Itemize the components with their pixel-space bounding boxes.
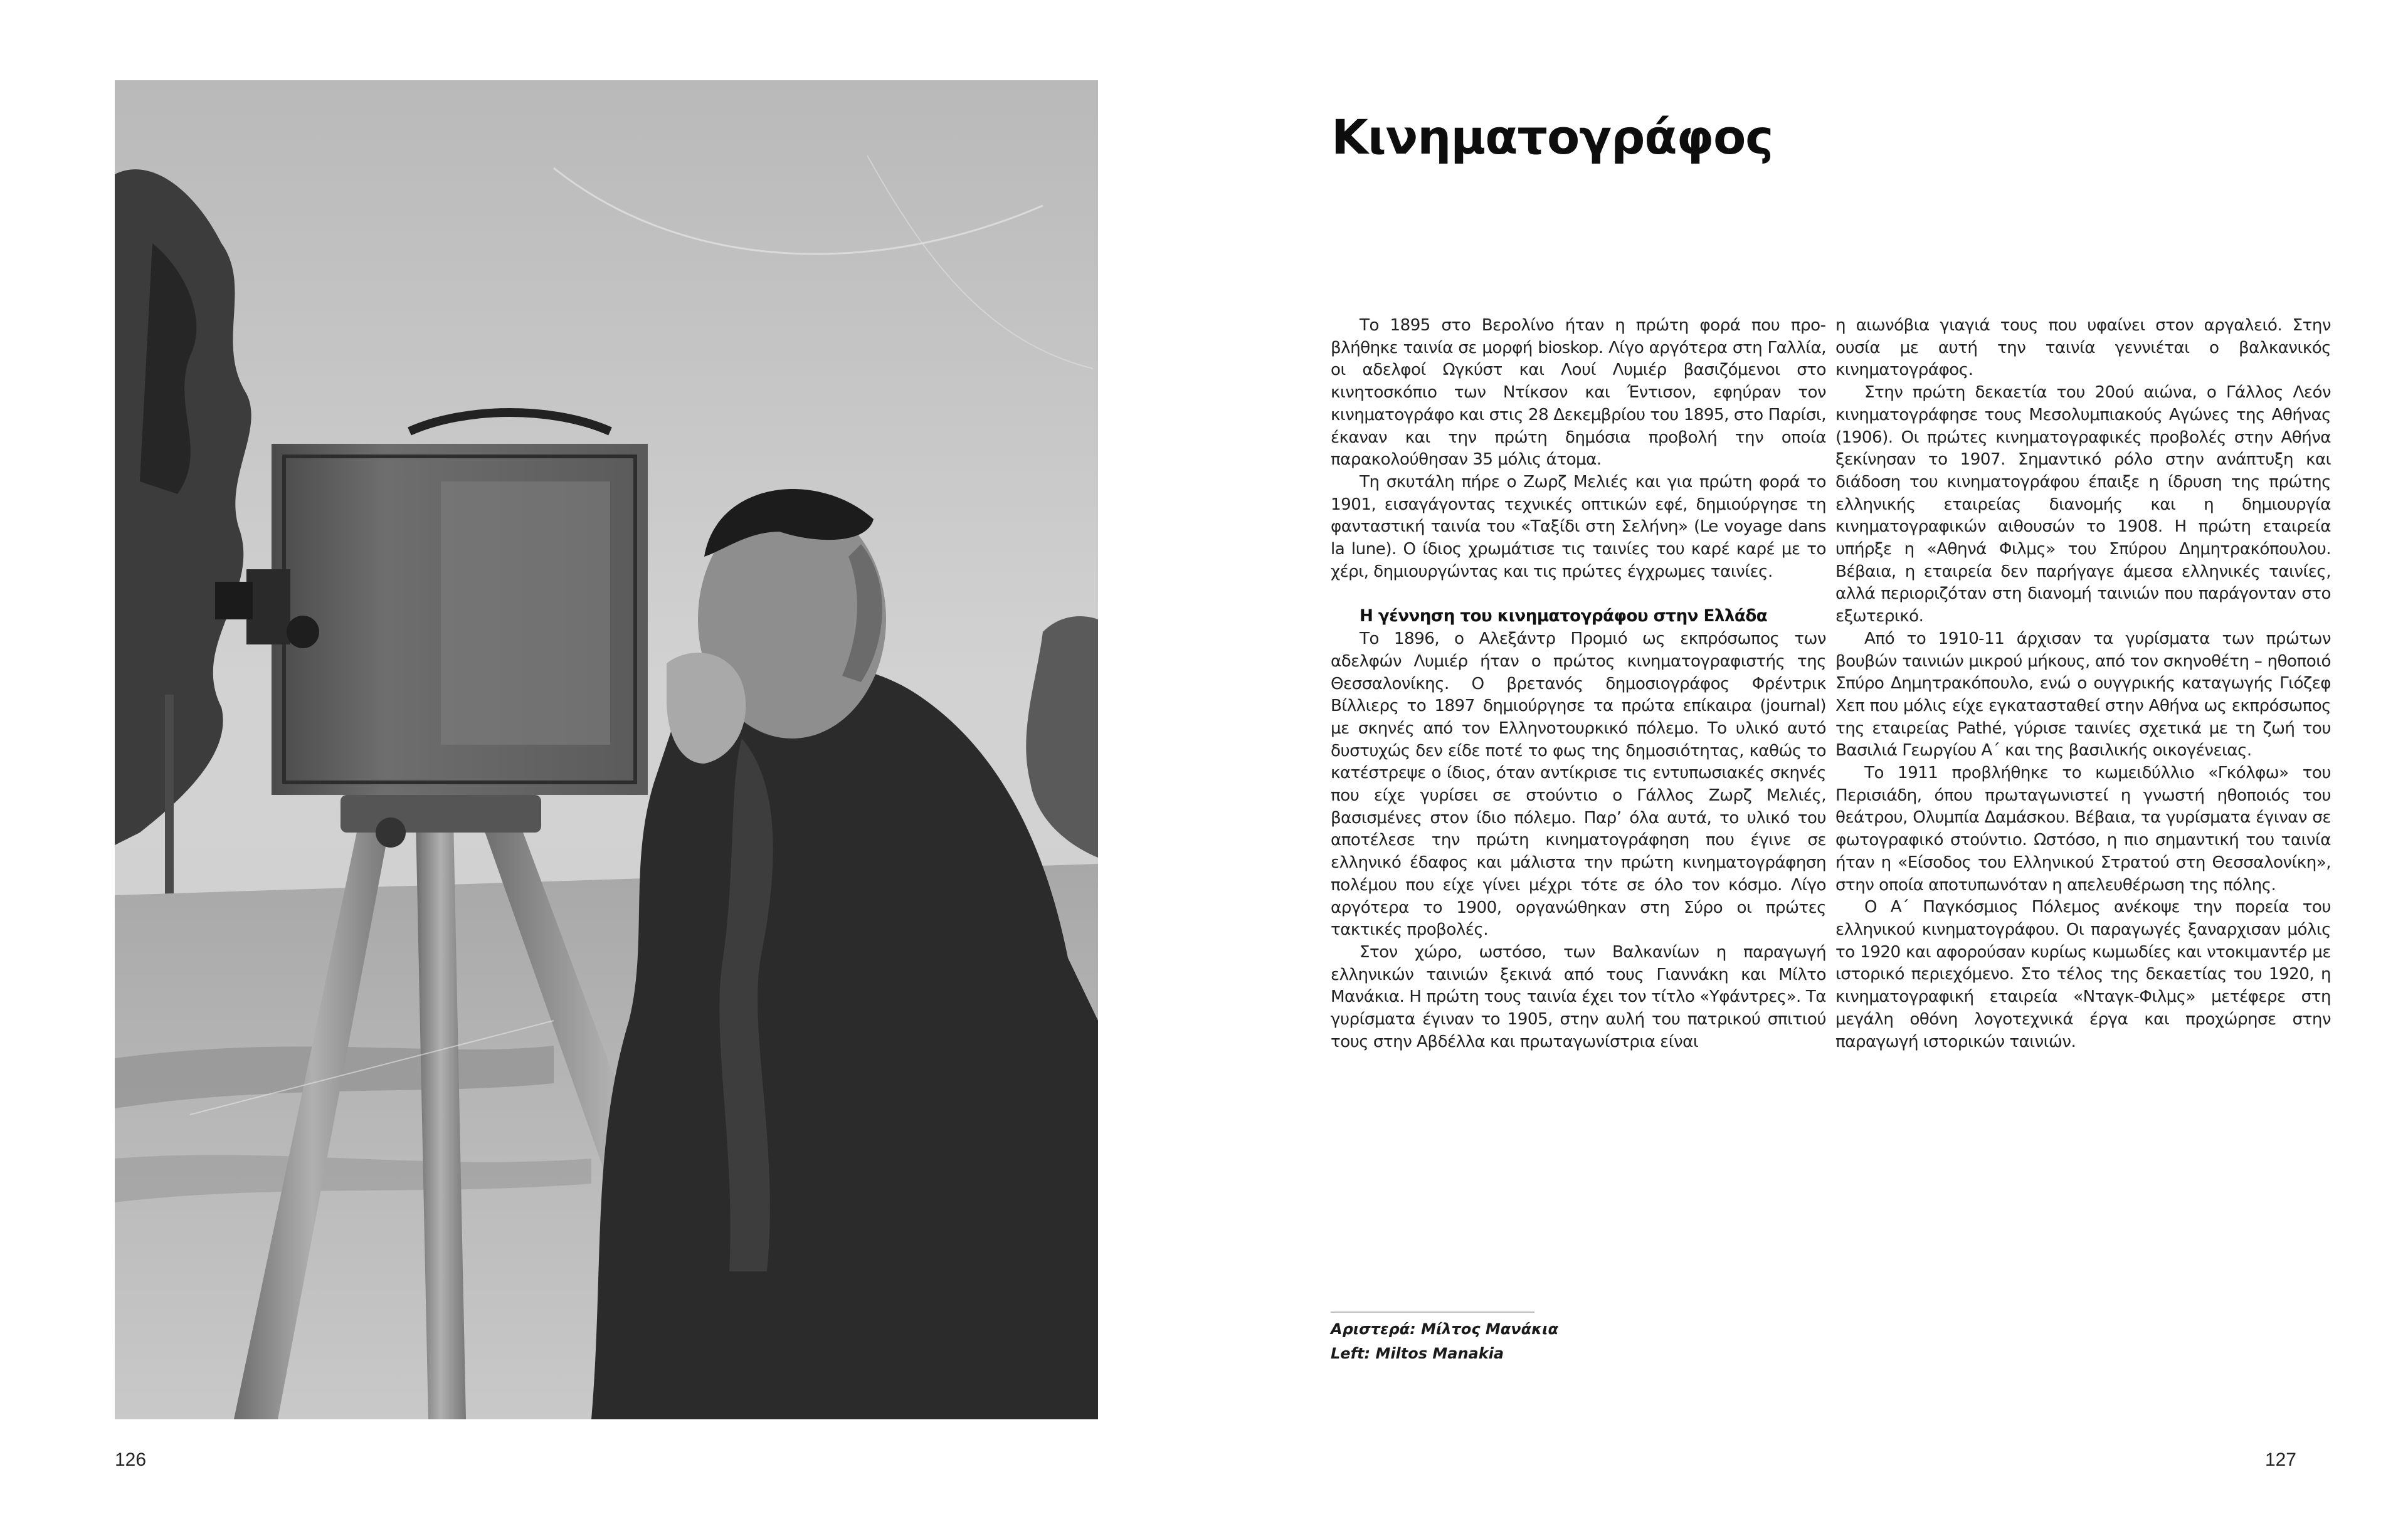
caption-greek: Αριστερά: Μίλτος Μανάκια xyxy=(1331,1320,1558,1338)
page-number-left: 126 xyxy=(115,1449,147,1470)
paragraph: Από το 1910-11 άρχισαν τα γυρίσματα των πρώτων βουβών ταινιών μικρού μήκους, από τον σκηνοθέτη – ηθοποιό Σπύρο Δημητρακόπουλο, ενώ ο ουγγρικής καταγωγής Γιόζεφ Χεπ που μόλις είχε εγκατασταθεί στην Αθήνα ως εκπρόσωπος της εταιρείας Pathé, γύρισε ταινίες σχετικά με τη ζωή του Βασιλιά Γεωργίου Α΄ και της βασιλικής οικογένειας. xyxy=(1835,629,2331,760)
paragraph-continued: η αιωνόβια γιαγιά τους που υφαίνει στον αργαλειό. Στην ουσία με αυτή την ταινία γεννιέται ο βαλκανικός κινηματογράφος. xyxy=(1835,316,2331,380)
camera-operator-photo-icon xyxy=(115,80,1098,1419)
text-column-2 xyxy=(1835,315,2331,1053)
paragraph: Το 1911 προβλήθηκε το κωμειδύλλιο «Γκόλφω» του Περισιάδη, όπου πρωταγωνιστεί η γνωστή ηθοποιός του θεάτρου, Ολυμπία Δαμάσκου. Βέβαια, τα γυρίσματα έγιναν σε φωτογραφικό στούντιο. Ωστόσο, η πιο σημαντική του ταινία ήταν η «Είσοδος του Ελληνικού Στρατού στη Θεσσαλονίκη», στην οποία αποτυπωνόταν η απελευθέρωση της πόλης. xyxy=(1835,764,2331,895)
page-number-right: 127 xyxy=(2264,1449,2296,1470)
paragraph: Στον χώρο, ωστόσο, των Βαλκανίων η παραγωγή ελληνικών ταινιών ξεκινά από τους Γιαννάκη και Μίλτο Μανάκια. Η πρώτη τους ταινία έχει τον τίτλο «Υφάντρες». Τα γυρίσματα έγιναν το 1905, στην αυλή του πατρικού σπιτιού τους στην Αβδέλλα και πρωταγωνίστρια είναι xyxy=(1331,942,1826,1051)
section-heading: Η γέννηση του κινηματογράφου στην Ελλάδα xyxy=(1360,607,1768,626)
paragraph: Στην πρώτη δεκαετία του 20ού αιώνα, ο Γάλλος Λεόν κινηματογράφησε τους Μεσολυμπιακούς Αγώνες της Αθήνας (1906). Οι πρώτες κινηματογραφικές προβολές στην Αθήνα ξεκίνησαν το 1907. Σημαντικό ρόλο στην ανάπτυξη και διάδοση του κινηματογράφου έπαιξε η ίδρυση της πρώτης ελληνικής εταιρείας διανομής και η δημιουργία κινηματογραφικών αιθουσών το 1908. Η πρώτη εταιρεία υπήρξε η «Αθηνά Φιλμς» του Σπύρου Δημητρακόπουλου. Βέβαια, η εταιρεία δεν παρήγαγε άμεσα ελληνικές ταινίες, αλλά περιοριζόταν στη διανομή ταινιών που παράγονταν στο εξωτερικό. xyxy=(1835,383,2331,626)
paragraph: Ο Α΄ Παγκόσμιος Πόλεμος ανέκοψε την πορεία του ελληνικού κινηματογράφου. Οι παραγωγές ξαναρχισαν μόλις το 1920 και αφορούσαν κυρίως κωμωδίες και ντοκιμαντέρ με ιστορικό περιεχόμενο. Στο τέλος της δεκαετίας του 1920, η κινηματογραφική εταιρεία «Νταγκ-Φιλμς» μετέφερε στη μεγάλη οθόνη λογοτεχνικά έργα και προχώρησε στην παραγωγή ιστορικών ταινιών. xyxy=(1835,898,2331,1051)
caption-english: Left: Miltos Manakia xyxy=(1331,1345,1504,1362)
chapter-title: Κινηματογράφος xyxy=(1331,109,1773,165)
paragraph: Τη σκυτάλη πήρε ο Ζωρζ Μελιές και για πρώτη φορά το 1901, εισαγάγοντας τεχνικές οπτικών εφέ, δημιούργησε τη φανταστική ταινία του «Ταξίδι στη Σελήνη» (Le voyage dans la lune). Ο ίδιος χρωμάτισε τις ταινίες του καρέ καρέ με το χέρι, δημιουργώντας και τις πρώτες έγχρωμες ταινίες. xyxy=(1331,472,1826,581)
text-column-1 xyxy=(1331,315,1826,1054)
paragraph: Το 1895 στο Βερολίνο ήταν η πρώτη φορά που προβλήθηκε ταινία σε μορφή bioskop. Λίγο αργότερα στη Γαλλία, οι αδελφοί Ωγκύστ και Λουί Λυμιέρ βασιζόμενοι στο κινητοσκόπιο των Ντίκσον και Έντισον, εφηύραν τον κινηματογράφο και στις 28 Δεκεμβρίου του 1895, στο Παρίσι, έκαναν και την πρώτη δημόσια προβολή την οποία παρακολούθησαν 35 μόλις άτομα. xyxy=(1331,316,1826,470)
paragraph: Το 1896, ο Αλεξάντρ Προμιό ως εκπρόσωπος των αδελφών Λυμιέρ ήταν ο πρώτος κινηματογραφιστής της Θεσσαλονίκης. Ο βρετανός δημοσιογράφος Φρέντρικ Βίλλιερς το 1897 δημιούργησε τα πρώτα επίκαιρα (journal) με σκηνές από τον Ελληνοτουρκικό πόλεμο. Το υλικό αυτό δυστυχώς δεν είδε ποτέ το φως της δημοσιότητας, καθώς το κατέστρεψε ο ίδιος, όταν αντίκρισε τις εντυπωσιακές σκηνές που είχε γυρίσει σε στούντιο ο Γάλλος Ζωρζ Μελιές, βασισμένες στον ίδιο πόλεμο. Παρ’ όλα αυτά, το υλικό του αποτέλεσε την πρώτη κινηματογράφηση που έγινε σε ελληνικό έδαφος και μάλιστα την πρώτη κινηματογράφηση πολέμου που είχε γίνει μέχρι τότε σε όλο τον κόσμο. Λίγο αργότερα το 1900, οργανώθηκαν στη Σύρο οι πρώτες τακτικές προβολές. xyxy=(1331,629,1826,940)
caption-divider xyxy=(1331,1311,1534,1313)
photo-miltos-manakia xyxy=(115,80,1098,1419)
